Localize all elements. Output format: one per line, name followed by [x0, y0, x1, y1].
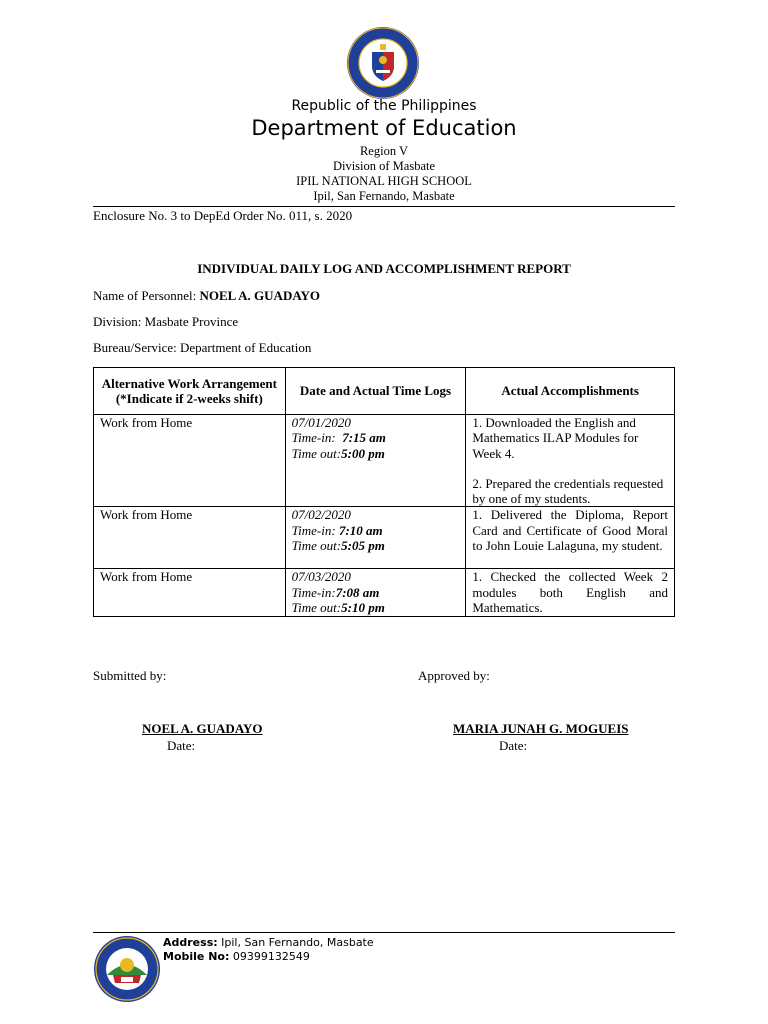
time-out-label: Time out:: [291, 538, 342, 554]
header-accomplishments: Actual Accomplishments: [466, 368, 675, 415]
division-field: Division: Masbate Province: [93, 314, 239, 329]
approver-date-label: Date:: [499, 738, 528, 753]
time-in-value: 7:10 am: [338, 522, 383, 538]
mobile-label: Mobile No:: [163, 950, 230, 963]
submitted-by-label: Submitted by:: [93, 668, 167, 683]
division-text: Division of Masbate: [332, 159, 436, 173]
time-out-value: 5:05 pm: [341, 538, 385, 554]
accomplishment-cell: [466, 415, 675, 507]
table-row: [94, 569, 675, 617]
header-arrangement-note: (*Indicate if 2-weeks shift): [115, 391, 263, 406]
accomplishment-item: 1. Checked the collected Week 2 modules both English and Mathematics.: [472, 569, 668, 616]
table-header-row: [94, 368, 675, 415]
personnel-name-label: Name of Personnel:: [93, 288, 200, 303]
republic-heading: Republic of the Philippines: [291, 98, 477, 114]
table-row: [94, 507, 675, 569]
region-text: Region V: [359, 144, 409, 158]
bureau-field: Bureau/Service: Department of Education: [93, 340, 312, 355]
accomplishment-item: 1. Downloaded the English and Mathematics ILAP Modules for Week 4.: [472, 415, 639, 461]
daily-log-table: [93, 367, 675, 617]
arrangement-cell: Work from Home: [94, 415, 286, 507]
deped-seal-logo: [346, 26, 420, 100]
department-heading: Department of Education: [251, 116, 517, 140]
accomplishment-cell: [466, 569, 675, 617]
log-date: 07/02/2020: [291, 507, 351, 523]
submitter-name: NOEL A. GUADAYO: [142, 721, 263, 736]
header-arrangement-label: Alternative Work Arrangement: [101, 375, 277, 391]
time-log-cell: [285, 507, 466, 569]
time-out-label: Time out:: [291, 445, 342, 461]
time-in-value: 7:15 am: [342, 430, 386, 446]
footer-address: [163, 936, 374, 949]
address-value: Ipil, San Fernando, Masbate: [217, 936, 374, 949]
school-seal-logo: [93, 935, 161, 1003]
accomplishment-cell: [466, 507, 675, 569]
time-out-value: 5:10 pm: [341, 600, 385, 616]
time-in-label: Time-in:: [291, 430, 343, 446]
school-name-text: IPIL NATIONAL HIGH SCHOOL: [296, 174, 472, 188]
personnel-name-field: [93, 288, 320, 304]
footer-mobile: [163, 950, 310, 963]
log-date: 07/03/2020: [291, 569, 351, 585]
accomplishment-item: 1. Delivered the Diploma, Report Card and Certificate of Good Moral to John Louie Lalaguna, my student.: [472, 507, 668, 554]
time-out-value: 5:00 pm: [341, 445, 385, 461]
time-out-label: Time out:: [291, 600, 342, 616]
header-time-logs: Date and Actual Time Logs: [285, 368, 466, 415]
address-label: Address:: [163, 936, 218, 949]
header-arrangement: [94, 368, 286, 415]
letterhead-divider: [93, 206, 675, 207]
personnel-name-value: NOEL A. GUADAYO: [199, 288, 321, 303]
mobile-value: 09399132549: [229, 950, 310, 963]
table-row: [94, 415, 675, 507]
time-in-label: Time-in:: [291, 522, 339, 538]
accomplishment-item: 2. Prepared the credentials requested by one of my students.: [472, 475, 664, 507]
footer-divider: [93, 932, 675, 933]
report-title: INDIVIDUAL DAILY LOG AND ACCOMPLISHMENT REPORT: [197, 261, 571, 276]
time-in-value: 7:08 am: [335, 584, 380, 600]
arrangement-cell: Work from Home: [94, 507, 286, 569]
time-in-label: Time-in:: [291, 584, 336, 600]
submitter-date-label: Date:: [167, 738, 196, 753]
school-address-text: Ipil, San Fernando, Masbate: [313, 189, 455, 203]
arrangement-cell: Work from Home: [94, 569, 286, 617]
time-log-cell: [285, 415, 466, 507]
enclosure-reference: Enclosure No. 3 to DepEd Order No. 011, s. 2020: [93, 208, 353, 223]
approved-by-label: Approved by:: [418, 668, 490, 683]
log-date: 07/01/2020: [291, 415, 351, 430]
approver-name: MARIA JUNAH G. MOGUEIS: [453, 721, 629, 736]
time-log-cell: [285, 569, 466, 617]
